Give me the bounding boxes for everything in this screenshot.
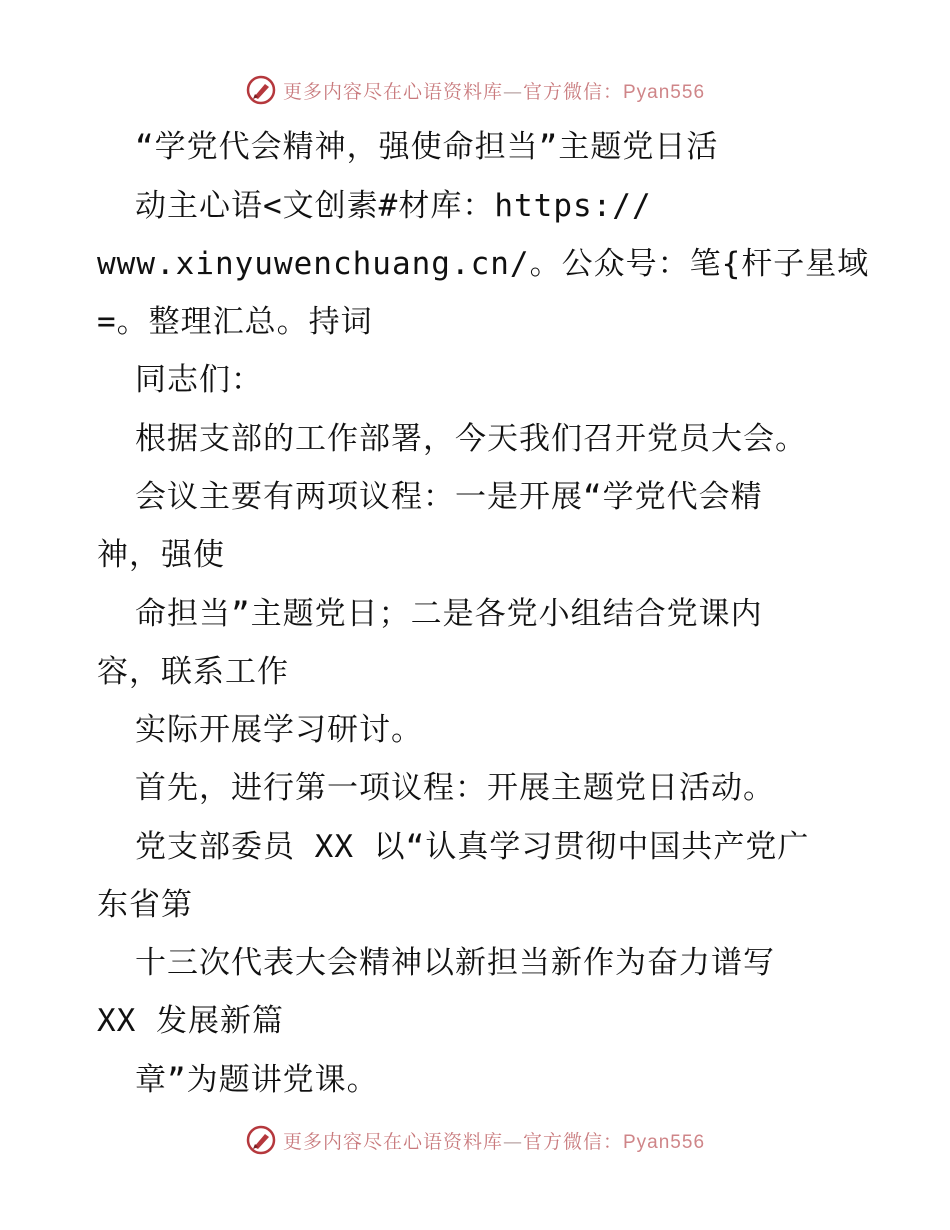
- header-watermark-banner: [0, 70, 950, 110]
- text-line: 会议主要有两项议程：一是开展“学党代会精: [135, 479, 763, 515]
- text-line: 党支部委员 XX 以“认真学习贯彻中国共产党广: [135, 829, 810, 865]
- text-line: 同志们：: [135, 362, 263, 398]
- text-line: 实际开展学习研讨。: [135, 712, 423, 748]
- text-line: 首先，进行第一项议程：开展主题党日活动。: [135, 770, 775, 806]
- text-line: 章”为题讲党课。: [135, 1062, 379, 1098]
- text-line: 容，联系工作: [97, 654, 289, 690]
- text-line: =。整理汇总。持词: [97, 304, 373, 340]
- text-line: “学党代会精神，强使命担当”主题党日活: [135, 129, 719, 165]
- text-line: 命担当”主题党日；二是各党小组结合党课内: [135, 596, 763, 632]
- watermark-text: 更多内容尽在心语资料库—官方微信：Pyan556: [282, 80, 706, 103]
- text-line: www.xinyuwenchuang.cn/。公众号：笔{杆子星域: [97, 246, 870, 282]
- footer-watermark-banner: [0, 1120, 950, 1160]
- text-line: 根据支部的工作部署，今天我们召开党员大会。: [135, 421, 807, 457]
- text-line: 神，强使: [97, 537, 225, 573]
- text-line: 十三次代表大会精神以新担当新作为奋力谱写: [135, 945, 775, 981]
- pen-logo-icon: [245, 74, 277, 106]
- pen-logo-icon: [245, 1124, 277, 1156]
- text-line: XX 发展新篇: [97, 1003, 284, 1039]
- text-line: 东省第: [97, 887, 193, 923]
- watermark-text: 更多内容尽在心语资料库—官方微信：Pyan556: [282, 1130, 706, 1153]
- text-line: 动主心语<文创素#材库：https://: [135, 188, 652, 224]
